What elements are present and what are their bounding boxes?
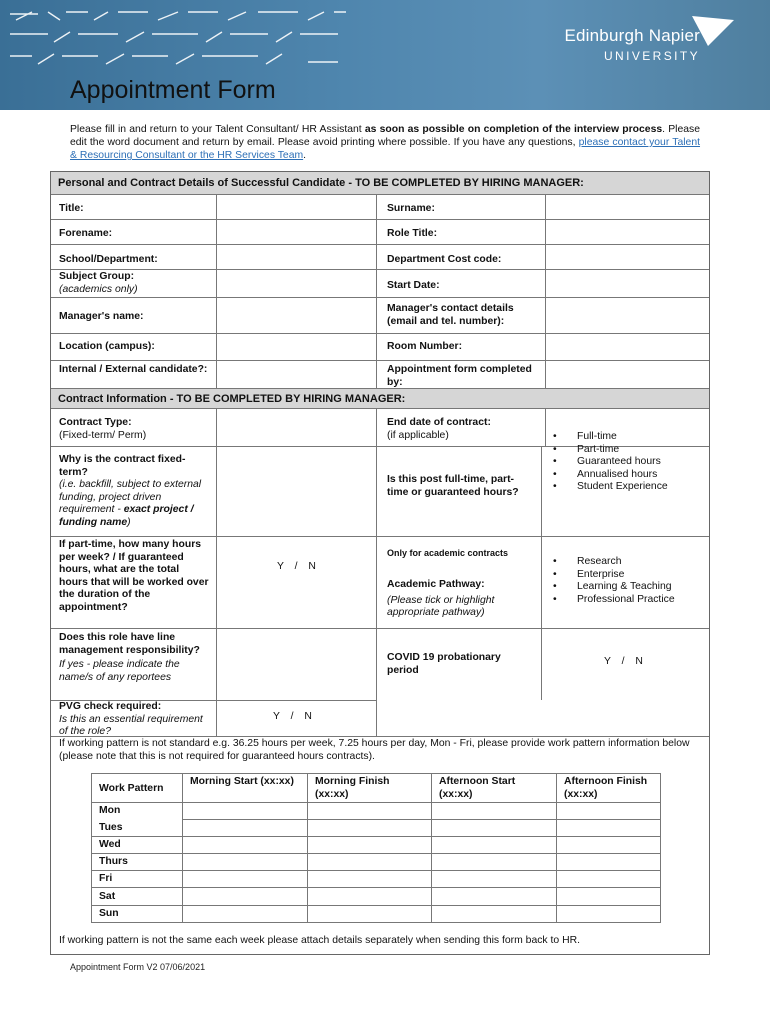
room-number-label: Room Number: (387, 341, 463, 352)
pathway-options-list (553, 556, 703, 606)
location-label: Location (campus): (59, 341, 155, 352)
contact-link[interactable]: please contact your Talent & Resourcing Consultant or the HR Services Team (70, 137, 701, 161)
forename-field[interactable] (217, 220, 376, 244)
page-title: Appointment Form (70, 76, 276, 104)
role-title-field[interactable] (546, 220, 709, 244)
brand-sub: UNIVERSITY (603, 49, 700, 63)
subject-group-label: Subject Group: (academics only) (59, 271, 138, 295)
working-pattern-note: If working pattern is not standard e.g. 36.25 hours per week, 7.25 hours per day, Mon - Fri, please provide work pattern information below (please note that this is not required for guaranteed hours contracts). (59, 738, 690, 762)
part-time-yn[interactable]: Y / N (277, 561, 316, 572)
school-department-label: School/Department: (59, 254, 158, 265)
location-field[interactable] (217, 334, 376, 360)
option-annualised-hours[interactable]: • Annualised hours (553, 469, 703, 482)
manager-name-field[interactable] (217, 298, 376, 333)
surname-label: Surname: (387, 203, 435, 214)
title-label: Title: (59, 203, 84, 214)
option-part-time[interactable]: • Part-time (553, 444, 703, 457)
title-field[interactable] (217, 195, 376, 219)
contract-type-field[interactable] (217, 409, 376, 446)
option-research[interactable]: • Research (553, 556, 703, 569)
start-date-field[interactable] (546, 270, 709, 297)
bottom-note: If working pattern is not the same each week please attach details separately when sending this form back to HR. (59, 935, 580, 946)
start-date-label: Start Date: (387, 280, 440, 291)
line-management-field[interactable] (217, 629, 376, 700)
cost-code-field[interactable] (546, 245, 709, 269)
end-date-label: End date of contract: (if applicable) (387, 417, 491, 441)
academic-pathway-label: Academic Pathway: (Please tick or highlight appropriate pathway) (387, 579, 495, 619)
pvg-yn[interactable]: Y / N (273, 711, 312, 722)
day-thurs: Thurs (99, 856, 128, 867)
manager-contact-label: Manager's contact details (email and tel. number): (387, 303, 514, 327)
pvg-label: PVG check required: Is this an essential requirement of the role? (59, 701, 203, 738)
role-title-label: Role Title: (387, 228, 438, 239)
full-time-question: Is this post full-time, part-time or guaranteed hours? (387, 474, 519, 498)
day-fri: Fri (99, 873, 113, 884)
option-professional-practice[interactable]: • Professional Practice (553, 594, 703, 607)
forename-label: Forename: (59, 228, 113, 239)
option-full-time[interactable]: • Full-time (553, 431, 703, 444)
option-learning-teaching[interactable]: • Learning & Teaching (553, 581, 703, 594)
work-pattern-table (91, 773, 661, 923)
day-wed: Wed (99, 839, 121, 850)
decorative-pattern (8, 8, 348, 66)
option-guaranteed-hours[interactable]: • Guaranteed hours (553, 456, 703, 469)
section2-header: Contract Information - TO BE COMPLETED BY HIRING MANAGER: (58, 393, 406, 405)
room-number-field[interactable] (546, 334, 709, 360)
subject-group-field[interactable] (217, 270, 376, 297)
col-morning-finish: Morning Finish (xx:xx) (315, 776, 390, 800)
day-mon: Mon (99, 805, 121, 816)
napier-logo-icon (690, 12, 736, 48)
intro-text: Please fill in and return to your Talent Consultant/ HR Assistant as soon as possible on completion of the interview process. Please edit the word document and return by email. Please avoid printing where possible. If you have any questions, please contact your Talent & Resourcing Consultant or the HR Services Team. (70, 124, 701, 161)
manager-contact-field[interactable] (546, 298, 709, 333)
internal-external-field[interactable] (217, 361, 376, 388)
col-afternoon-start: Afternoon Start (xx:xx) (439, 776, 516, 800)
option-enterprise[interactable]: • Enterprise (553, 569, 703, 582)
work-pattern-corner: Work Pattern (99, 783, 164, 794)
why-fixed-term-label: Why is the contract fixed-term? (i.e. backfill, subject to external funding, project driven requirement - exact project / funding name) (59, 454, 202, 528)
brand-name: Edinburgh Napier (564, 26, 700, 45)
brand-logo (564, 26, 700, 63)
section1-header: Personal and Contract Details of Successful Candidate - TO BE COMPLETED BY HIRING MANAGER: (58, 177, 584, 189)
line-management-label: Does this role have line management responsibility? If yes - please indicate the name/s of any reportees (59, 632, 200, 683)
academic-only-label: Only for academic contracts (387, 548, 509, 558)
part-time-hours-label: If part-time, how many hours per week? / If guaranteed hours, what are the total hours that will be worked over the duration of the appointment? (59, 539, 209, 613)
cost-code-label: Department Cost code: (387, 254, 502, 265)
why-fixed-term-field[interactable] (217, 447, 376, 536)
completed-by-label: Appointment form completed by: (387, 364, 532, 388)
col-afternoon-finish: Afternoon Finish (xx:xx) (564, 776, 648, 800)
day-tues: Tues (99, 822, 123, 833)
covid-yn[interactable]: Y / N (604, 656, 643, 667)
day-sun: Sun (99, 908, 119, 919)
manager-name-label: Manager's name: (59, 311, 144, 322)
hours-options-list (553, 431, 703, 494)
internal-external-label: Internal / External candidate?: (59, 364, 208, 375)
option-student-experience[interactable]: • Student Experience (553, 481, 703, 494)
school-department-field[interactable] (217, 245, 376, 269)
contract-type-label: Contract Type: (Fixed-term/ Perm) (59, 417, 147, 441)
appointment-form (50, 171, 710, 955)
col-morning-start: Morning Start (xx:xx) (190, 776, 294, 787)
completed-by-field[interactable] (546, 361, 709, 388)
covid-probation-label: COVID 19 probationary period (387, 652, 501, 676)
day-sat: Sat (99, 891, 116, 902)
surname-field[interactable] (546, 195, 709, 219)
footer-version: Appointment Form V2 07/06/2021 (70, 962, 206, 972)
